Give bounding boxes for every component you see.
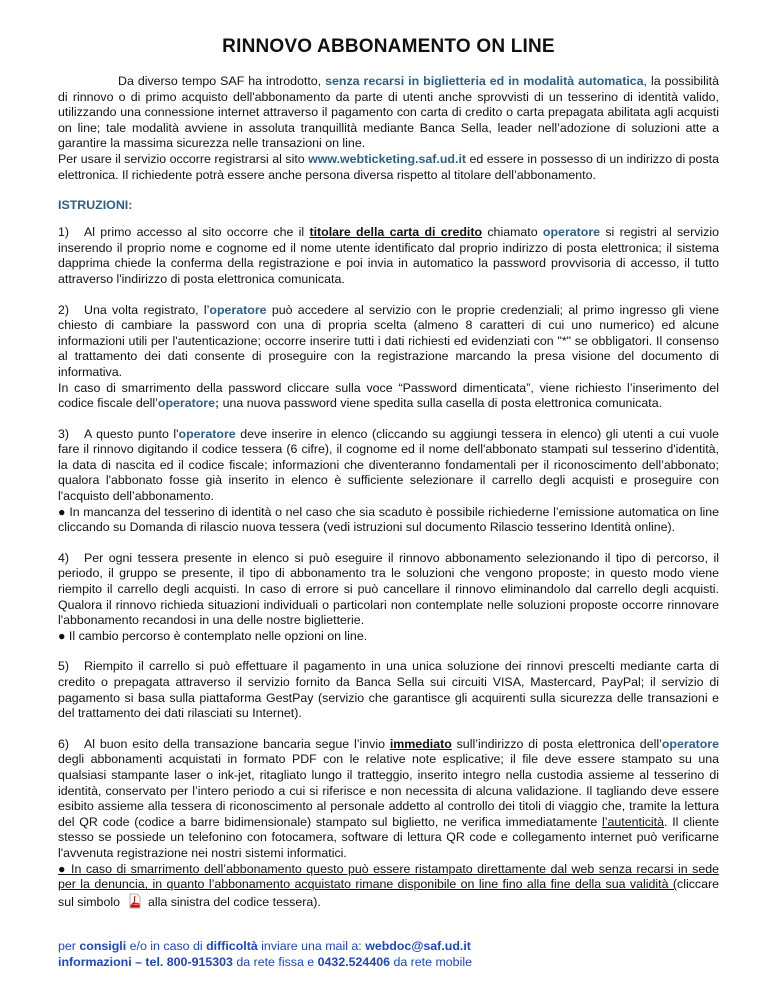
instruction-4: 4) Per ogni tessera presente in elenco si può eseguire il rinnovo abbonamento selezionando il tipo di percorso, il periodo, il gruppo se presente, il tipo di abbonamento tra le soluzioni che vengono proposte; in questo modo viene riempito il carrello degli acquisti. In caso di errore si può cancellare il rinnovo eliminandolo dal carrello degli acquisti. Qualora il rinnovo richieda situazioni individuali o particolari non contemplate nelle soluzioni proposte occorre rinnovare l'abbonamento recandosi in una delle nostre biglietterie. ● Il cambio percorso è contemplato nelle opzioni on line. <box>58 550 719 643</box>
page-title: RINNOVO ABBONAMENTO ON LINE <box>222 36 555 57</box>
section-title: ISTRUZIONI: <box>58 198 133 213</box>
email-link[interactable]: webdoc@saf.ud.it <box>365 939 471 953</box>
website-link[interactable]: www.webticketing.saf.ud.it <box>308 151 467 166</box>
instruction-1: 1) Al primo accesso al sito occorre che il titolare della carta di credito chiamato operatore si registri al servizio inserendo il proprio nome e cognome ed il nome utente identificato dal proprio indirizzo di posta elettronica; il sistema dapprima chiede la conferma della registrazione e poi invia in automatico la password provvisoria di accesso, il tutto attraverso l'indirizzo di posta elettronica comunicata. <box>58 225 719 286</box>
instruction-3: 3) A questo punto l'operatore deve inserire in elenco (cliccando su aggiungi tessera in elenco) gli utenti a cui vuole fare il rinnovo digitando il codice tessera (6 cifre), il cognome ed il nome dell'abbonato stampati sul tesserino d'identità, la data di nascita ed il codice fiscale; informazioni che diventeranno fondamentali per il riconoscimento dell’abbonato; qualora l'abbonato fosse già inserito in elenco è sufficiente selezionare il carrello degli acquisti e proseguire con l'acquisto dell’abbonamento. ● In mancanza del tesserino di identità o nel caso che sia scaduto è possibile richiederne l’emissione automatica on line cliccando su Domanda di rilascio nuova tessera (vedi istruzioni sul documento Rilascio tesserino Identità online). <box>58 426 719 535</box>
instruction-6: 6) Al buon esito della transazione bancaria segue l’invio immediato sull’indirizzo di posta elettronica dell’operatore degli abbonamenti acquistati in formato PDF con le relative note esplicative; il file deve essere stampato su una qualsiasi stampante laser o ink-jet, ritagliato lungo il tratteggio, inserito integro nella custodia assieme al tesserino di identità, conservato per l’intero periodo a cui si riferisce e non necessita di alcuna validazione. Il tagliando deve essere esibito assieme alla tessera di riconoscimento al personale addetto al controllo dei titoli di viaggio che, tramite la lettura del QR code (codice a barre bidimensionale) stampato sul biglietto, ne verifica immediatamente l’autenticità. Il cliente stesso se possiede un telefonino con fotocamera, software di lettura QR code e collegamento internet può verificarne l'avvenuta registrazione nei nostri sistemi informatici. ● In caso di smarrimento dell’abbonamento questo può essere ristampato direttamente dal web senza recarsi in sede per la denuncia, in quanto l’abbonamento acquistato rimane disponibile on line fino alla fine della sua validità (cliccare sul simbolo alla sinistra del codice tessera). <box>58 736 720 909</box>
instruction-5: 5) Riempito il carrello si può effettuare il pagamento in una unica soluzione dei rinnovi prescelti mediante carta di credito o prepagata attraverso il servizio fornito da Banca Sella sui circuiti VISA, Mastercard, PayPal; il servizio di pagamento si basa sulla piattaforma GestPay (servizio che garantisce gli acquirenti sulla sicurezza delle transazioni e del trattamento dei dati rilasciati su Internet). <box>58 659 719 721</box>
footer-line-1: per consigli e/o in caso di difficoltà inviare una mail a: webdoc@saf.ud.it <box>58 939 471 953</box>
intro-paragraph: Da diverso tempo SAF ha introdotto, senza recarsi in biglietteria ed in modalità automatica, la possibilità di rinnovo o di primo acquisto dell'abbonamento da parte di utenti anche sprovvisti di un tesserino di identità valido, utilizzando una connessione internet attraverso il pagamento con carta di credito o carta prepagata abilitata agli acquisti on line; tale modalità avviene in assoluta tranquillità mediante Banca Sella, leader nell’adozione di soluzioni atte a garantire la massima sicurezza nelle transazioni on line. Per usare il servizio occorre registrarsi al sito www.webticketing.saf.ud.it ed essere in possesso di un indirizzo di posta elettronica. Il richiedente potrà essere anche persona diversa rispetto al titolare dell’abbonamento. <box>58 74 720 182</box>
pdf-icon <box>128 893 142 909</box>
footer-line-2: informazioni – tel. 800-915303 da rete fissa e 0432.524406 da rete mobile <box>58 954 472 969</box>
instruction-2: 2) Una volta registrato, l’operatore può accedere al servizio con le proprie credenziali; al primo ingresso gli viene chiesto di cambiare la password con una di propria scelta (almeno 8 caratteri di cui uno numerico) ed alcune informazioni utili per l'autenticazione; occorre inserire tutti i dati richiesti ed evidenziati con "*" se obbligatori. Il consenso al trattamento dei dati consente di proseguire con la registrazione marcando la presa visione del documento di informativa. In caso di smarrimento della password cliccare sulla voce “Password dimenticata”, viene richiesto l’inserimento del codice fiscale dell’operatore; una nuova password viene spedita sulla casella di posta elettronica comunicata. <box>58 302 719 411</box>
contact-footer <box>58 939 472 970</box>
immediate-emphasis: immediato <box>389 736 452 751</box>
intro-highlight: senza recarsi in biglietteria ed in modalità automatica <box>325 74 644 88</box>
